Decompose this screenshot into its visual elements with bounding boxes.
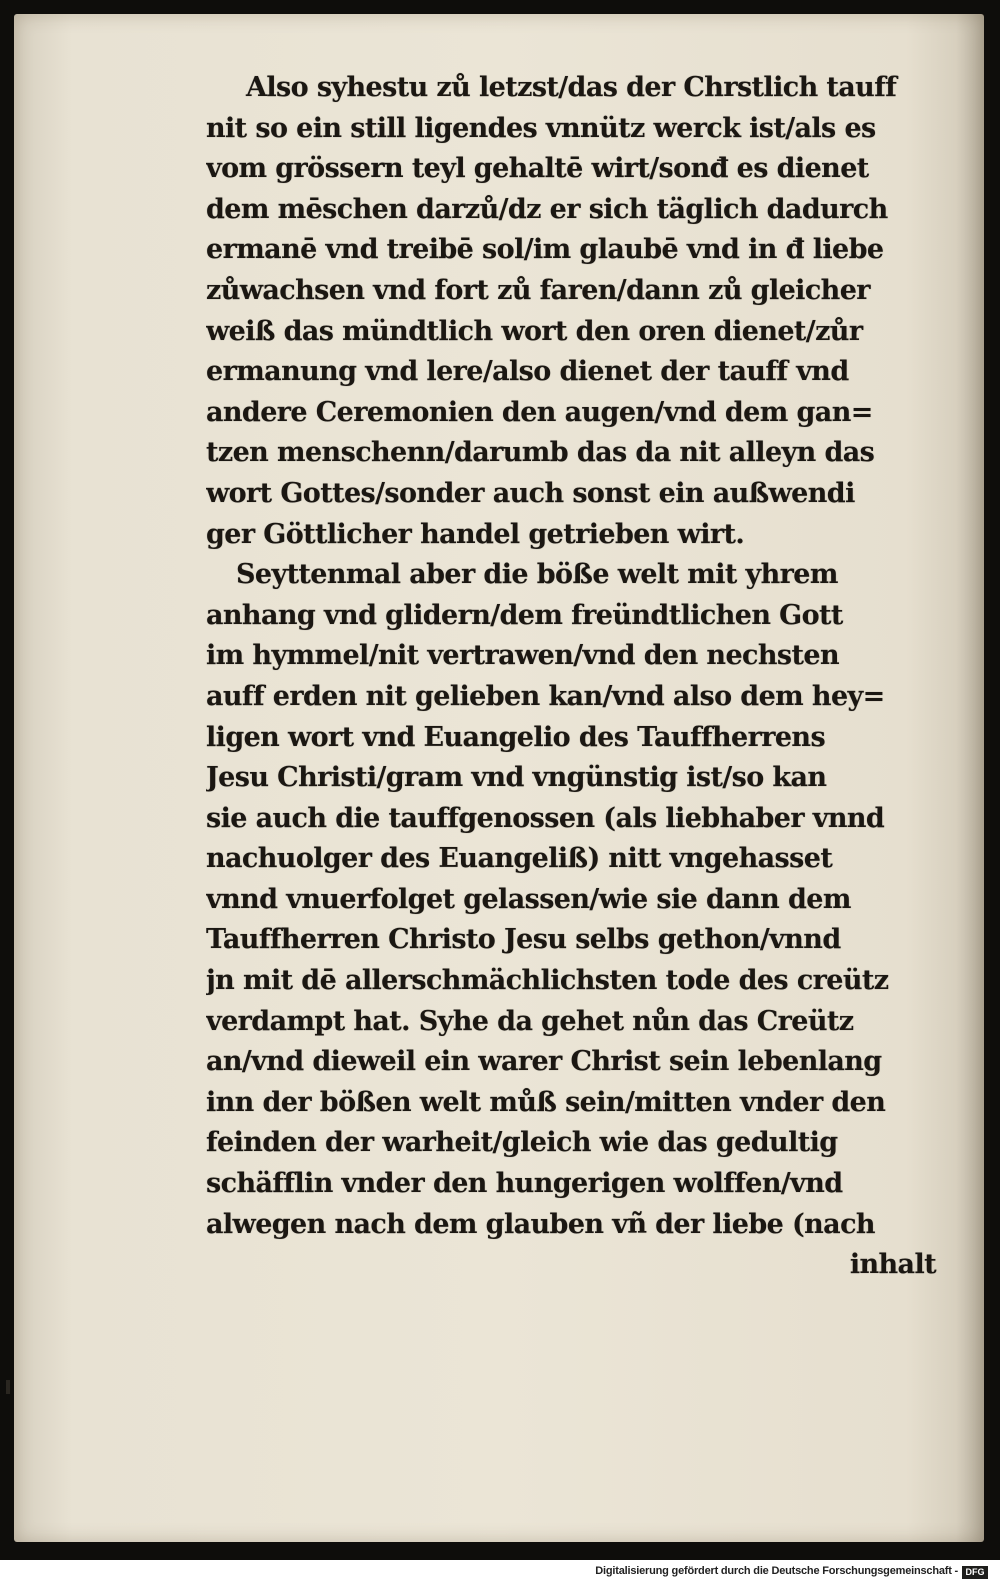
text-line: schäfflin vnder den hungerigen wolffen/vnd bbox=[206, 1168, 843, 1200]
text-line: nachuolger des Euangeliß) nitt vngehasset bbox=[206, 843, 833, 875]
text-line: Also syhestu zů letzst/das der Chrstlich tauff bbox=[246, 72, 897, 103]
text-line: ger Göttlicher handel getrieben wirt. bbox=[206, 518, 745, 550]
page-edge-mark bbox=[6, 1380, 10, 1394]
text-line: andere Ceremonien den augen/vnd dem gan= bbox=[206, 396, 873, 428]
text-block bbox=[206, 68, 944, 1286]
text-line: auff erden nit gelieben kan/vnd also dem hey= bbox=[206, 680, 885, 712]
text-line: ligen wort vnd Euangelio des Tauffherrens bbox=[206, 721, 826, 753]
text-line: feinden der warheit/gleich wie das gedultig bbox=[206, 1127, 838, 1159]
text-line: tzen menschenn/darumb das da nit alleyn das bbox=[206, 437, 875, 469]
text-line: vom grössern teyl gehaltē wirt/sonđ es dienet bbox=[206, 153, 869, 185]
text-line: vnnd vnuerfolget gelassen/wie sie dann dem bbox=[206, 883, 851, 915]
text-line: Seyttenmal aber die böße welt mit yhrem bbox=[236, 559, 838, 591]
text-line: sie auch die tauffgenossen (als liebhaber vnnd bbox=[206, 802, 885, 834]
text-line: Jesu Christi/gram vnd vngünstig ist/so kan bbox=[206, 762, 827, 794]
text-line: inn der bößen welt můß sein/mitten vnder den bbox=[206, 1086, 886, 1118]
text-line: an/vnd dieweil ein warer Christ sein lebenlang bbox=[206, 1046, 882, 1078]
text-line: nit so ein still ligendes vnnütz werck ist/als es bbox=[206, 112, 876, 144]
funding-credit: Digitalisierung gefördert durch die Deutsche Forschungsgemeinschaft - bbox=[595, 1565, 958, 1577]
text-line: verdampt hat. Syhe da gehet nůn das Creütz bbox=[206, 1005, 854, 1037]
text-line: jn mit dē allerschmächlichsten tode des creütz bbox=[206, 965, 889, 997]
text-line: zůwachsen vnd fort zů faren/dann zů gleicher bbox=[206, 274, 870, 306]
text-line: anhang vnd glidern/dem freündtlichen Gott bbox=[206, 599, 843, 631]
text-line: ermanē vnd treibē sol/im glaubē vnd in đ liebe bbox=[206, 234, 884, 266]
text-line: dem mēschen darzů/dz er sich täglich dadurch bbox=[206, 193, 888, 225]
text-line: weiß das mündtlich wort den oren dienet/zůr bbox=[206, 315, 863, 347]
text-line: ermanung vnd lere/also dienet der tauff vnd bbox=[206, 356, 849, 388]
text-line: wort Gottes/sonder auch sonst ein außwendi bbox=[206, 477, 855, 509]
text-line: im hymmel/nit vertrawen/vnd den nechsten bbox=[206, 640, 839, 672]
text-line: alwegen nach dem glauben vñ der liebe (nach bbox=[206, 1208, 875, 1240]
text-line: Tauffherren Christo Jesu selbs gethon/vnnd bbox=[206, 924, 841, 956]
dfg-logo-icon: DFG bbox=[962, 1566, 988, 1579]
catchword: inhalt bbox=[849, 1249, 936, 1281]
digitization-footer bbox=[0, 1560, 1000, 1586]
